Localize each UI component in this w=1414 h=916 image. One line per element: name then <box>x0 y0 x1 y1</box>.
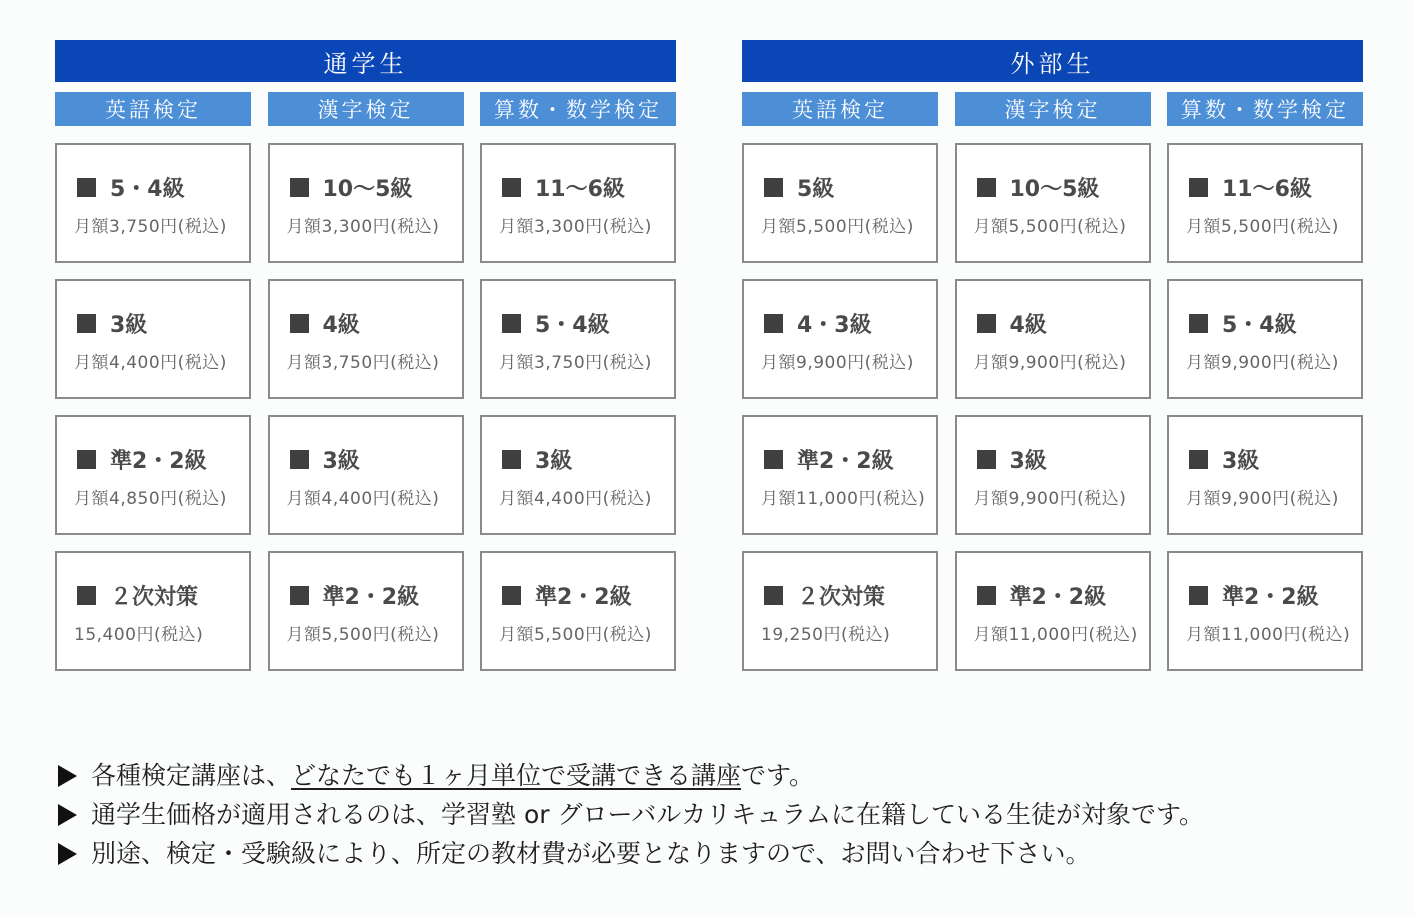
column-header-suken: 算数・数学検定 <box>480 92 676 126</box>
filled-square-icon <box>977 586 996 605</box>
card-level: 準2・2級 <box>1009 585 1107 610</box>
card-price: 月額11,000円(税込) <box>761 489 926 509</box>
price-card <box>55 551 251 671</box>
column-headers <box>55 92 676 126</box>
filled-square-icon <box>1189 450 1208 469</box>
card-level: 5・4級 <box>1222 313 1297 338</box>
card-level: 準2・2級 <box>797 449 894 474</box>
card-price: 月額5,500円(税込) <box>761 217 914 237</box>
column-header-eiken: 英語検定 <box>55 92 251 126</box>
card-level: 準2・2級 <box>322 585 420 610</box>
filled-square-icon <box>502 178 521 197</box>
price-card <box>480 551 676 671</box>
card-price: 月額9,900円(税込) <box>1186 489 1339 509</box>
price-grid <box>55 143 676 671</box>
note-item <box>58 834 1204 873</box>
price-card <box>1167 551 1363 671</box>
price-card <box>55 415 251 535</box>
panel-title: 外部生 <box>742 40 1363 82</box>
card-price: 月額5,500円(税込) <box>1186 217 1339 237</box>
card-level: 準2・2級 <box>1222 585 1319 610</box>
price-card <box>268 415 464 535</box>
card-price: 月額4,400円(税込) <box>499 489 652 509</box>
filled-square-icon <box>290 450 309 469</box>
card-price: 月額3,750円(税込) <box>286 353 440 373</box>
price-card <box>1167 415 1363 535</box>
price-card <box>55 279 251 399</box>
card-price: 月額3,300円(税込) <box>286 217 440 237</box>
column-header-eiken: 英語検定 <box>742 92 938 126</box>
price-card <box>955 551 1151 671</box>
card-level: 4級 <box>1009 313 1047 338</box>
note-text-prefix: 各種検定講座は、 <box>91 761 292 790</box>
card-price: 月額9,900円(税込) <box>973 489 1127 509</box>
card-price: 月額4,400円(税込) <box>74 353 227 373</box>
card-level: 4・3級 <box>797 313 872 338</box>
card-level: 3級 <box>110 313 148 338</box>
note-text: 通学生価格が適用されるのは、学習塾 or グローバルカリキュラムに在籍している生徒が対象です。 <box>91 800 1204 829</box>
filled-square-icon <box>1189 586 1208 605</box>
filled-square-icon <box>77 586 96 605</box>
note-item <box>58 756 1204 795</box>
card-level: 4級 <box>322 313 360 338</box>
filled-square-icon <box>77 314 96 333</box>
card-level: 5級 <box>797 177 835 202</box>
card-level: 準2・2級 <box>535 585 632 610</box>
price-card <box>955 415 1151 535</box>
card-level: 3級 <box>535 449 573 474</box>
card-level: 11～6級 <box>535 177 625 202</box>
filled-square-icon <box>502 450 521 469</box>
card-level: 3級 <box>1222 449 1260 474</box>
filled-square-icon <box>764 450 783 469</box>
column-header-suken: 算数・数学検定 <box>1167 92 1363 126</box>
card-level: 10～5級 <box>1009 177 1100 202</box>
panel-gaibusei <box>742 40 1363 671</box>
price-card <box>55 143 251 263</box>
filled-square-icon <box>1189 314 1208 333</box>
filled-square-icon <box>290 314 309 333</box>
price-card <box>480 279 676 399</box>
card-price: 月額3,300円(税込) <box>499 217 652 237</box>
card-level: 11～6級 <box>1222 177 1312 202</box>
card-price: 15,400円(税込) <box>74 625 204 645</box>
card-price: 月額5,500円(税込) <box>973 217 1127 237</box>
filled-square-icon <box>977 178 996 197</box>
filled-square-icon <box>764 314 783 333</box>
card-price: 月額5,500円(税込) <box>499 625 652 645</box>
triangle-right-icon <box>58 765 77 787</box>
price-card <box>268 551 464 671</box>
triangle-right-icon <box>58 804 77 826</box>
note-text-suffix: です。 <box>741 761 815 790</box>
filled-square-icon <box>764 178 783 197</box>
filled-square-icon <box>290 178 309 197</box>
column-header-kanken: 漢字検定 <box>268 92 464 126</box>
filled-square-icon <box>764 586 783 605</box>
panel-title: 通学生 <box>55 40 676 82</box>
card-price: 月額3,750円(税込) <box>499 353 652 373</box>
filled-square-icon <box>77 178 96 197</box>
price-card <box>1167 143 1363 263</box>
triangle-right-icon <box>58 843 77 865</box>
price-card <box>480 143 676 263</box>
price-grid <box>742 143 1363 671</box>
card-price: 月額11,000円(税込) <box>973 625 1138 645</box>
price-card <box>955 279 1151 399</box>
price-card <box>480 415 676 535</box>
card-price: 19,250円(税込) <box>761 625 891 645</box>
card-price: 月額3,750円(税込) <box>74 217 227 237</box>
filled-square-icon <box>1189 178 1208 197</box>
card-level: 3級 <box>1009 449 1047 474</box>
note-text: 別途、検定・受験級により、所定の教材費が必要となりますので、お問い合わせ下さい。 <box>91 839 1091 868</box>
price-card <box>742 143 938 263</box>
price-card <box>268 279 464 399</box>
card-level: ２次対策 <box>110 585 199 610</box>
price-card <box>268 143 464 263</box>
card-level: ２次対策 <box>797 585 886 610</box>
price-card <box>742 415 938 535</box>
card-price: 月額9,900円(税込) <box>1186 353 1339 373</box>
card-level: 5・4級 <box>535 313 610 338</box>
price-card <box>955 143 1151 263</box>
notes <box>58 756 1204 873</box>
price-card <box>1167 279 1363 399</box>
card-level: 3級 <box>322 449 360 474</box>
card-level: 10～5級 <box>322 177 413 202</box>
filled-square-icon <box>502 586 521 605</box>
price-card <box>742 279 938 399</box>
note-text-underlined: どなたでも１ヶ月単位で受講できる講座 <box>291 761 742 790</box>
column-headers <box>742 92 1363 126</box>
note-item <box>58 795 1204 834</box>
card-price: 月額5,500円(税込) <box>286 625 440 645</box>
card-level: 準2・2級 <box>110 449 207 474</box>
card-level: 5・4級 <box>110 177 185 202</box>
card-price: 月額4,850円(税込) <box>74 489 227 509</box>
panel-tsugakusei <box>55 40 676 671</box>
card-price: 月額11,000円(税込) <box>1186 625 1351 645</box>
filled-square-icon <box>77 450 96 469</box>
card-price: 月額9,900円(税込) <box>973 353 1127 373</box>
filled-square-icon <box>977 314 996 333</box>
card-price: 月額4,400円(税込) <box>286 489 440 509</box>
column-header-kanken: 漢字検定 <box>955 92 1151 126</box>
filled-square-icon <box>977 450 996 469</box>
filled-square-icon <box>502 314 521 333</box>
card-price: 月額9,900円(税込) <box>761 353 914 373</box>
filled-square-icon <box>290 586 309 605</box>
price-card <box>742 551 938 671</box>
